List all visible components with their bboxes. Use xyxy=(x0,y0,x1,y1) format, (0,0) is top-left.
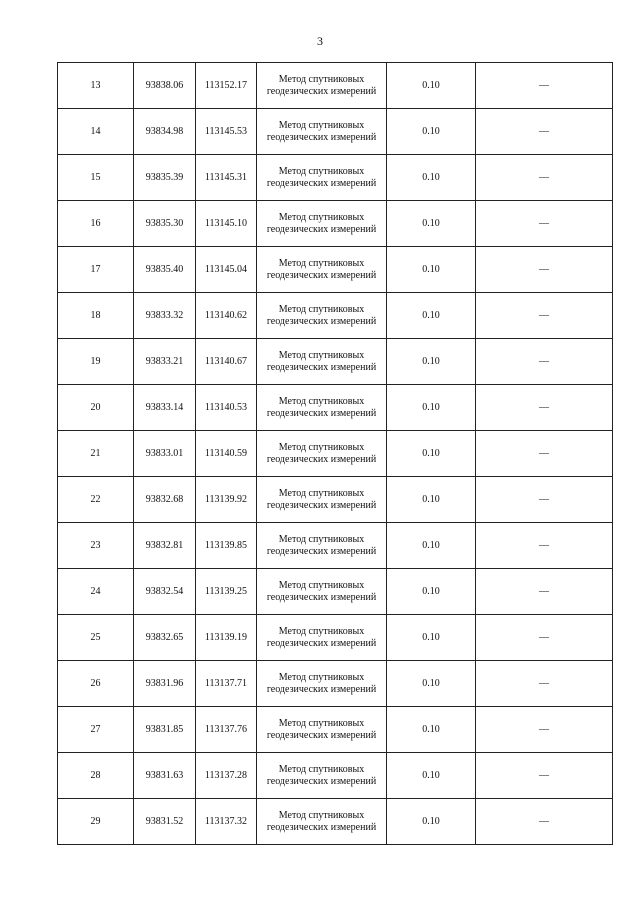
accuracy-cell: 0.10 xyxy=(387,385,476,431)
table-row xyxy=(58,477,613,523)
y-coordinate-cell: 113137.71 xyxy=(196,661,257,707)
point-number-cell: 24 xyxy=(58,569,134,615)
note-cell: — xyxy=(476,799,613,845)
note-cell: — xyxy=(476,615,613,661)
point-number-cell: 13 xyxy=(58,63,134,109)
table-row xyxy=(58,339,613,385)
method-line-2: геодезических измерений xyxy=(266,361,377,373)
y-coordinate-cell: 113140.59 xyxy=(196,431,257,477)
y-coordinate-cell: 113139.19 xyxy=(196,615,257,661)
table-row xyxy=(58,385,613,431)
table-row xyxy=(58,63,613,109)
method-cell xyxy=(257,661,387,707)
table-row xyxy=(58,569,613,615)
table-row xyxy=(58,523,613,569)
point-number-cell: 22 xyxy=(58,477,134,523)
accuracy-cell: 0.10 xyxy=(387,615,476,661)
accuracy-cell: 0.10 xyxy=(387,477,476,523)
note-cell: — xyxy=(476,569,613,615)
method-cell xyxy=(257,753,387,799)
method-cell xyxy=(257,431,387,477)
method-line-1: Метод спутниковых xyxy=(278,717,365,729)
point-number-cell: 28 xyxy=(58,753,134,799)
method-cell xyxy=(257,569,387,615)
method-cell xyxy=(257,201,387,247)
method-cell xyxy=(257,109,387,155)
accuracy-cell: 0.10 xyxy=(387,799,476,845)
point-number-cell: 15 xyxy=(58,155,134,201)
note-cell: — xyxy=(476,247,613,293)
method-line-1: Метод спутниковых xyxy=(278,763,365,775)
method-cell xyxy=(257,63,387,109)
table-row xyxy=(58,799,613,845)
method-line-1: Метод спутниковых xyxy=(278,809,365,821)
method-line-2: геодезических измерений xyxy=(266,729,377,741)
y-coordinate-cell: 113145.31 xyxy=(196,155,257,201)
point-number-cell: 21 xyxy=(58,431,134,477)
accuracy-cell: 0.10 xyxy=(387,247,476,293)
method-line-1: Метод спутниковых xyxy=(278,395,365,407)
method-line-1: Метод спутниковых xyxy=(278,119,365,131)
point-number-cell: 25 xyxy=(58,615,134,661)
y-coordinate-cell: 113145.04 xyxy=(196,247,257,293)
note-cell: — xyxy=(476,523,613,569)
table-row xyxy=(58,293,613,339)
accuracy-cell: 0.10 xyxy=(387,523,476,569)
accuracy-cell: 0.10 xyxy=(387,661,476,707)
table-row xyxy=(58,201,613,247)
note-cell: — xyxy=(476,661,613,707)
x-coordinate-cell: 93831.85 xyxy=(134,707,196,753)
table-row xyxy=(58,753,613,799)
method-line-2: геодезических измерений xyxy=(266,775,377,787)
page-number: 3 xyxy=(317,34,323,48)
y-coordinate-cell: 113145.10 xyxy=(196,201,257,247)
table-row xyxy=(58,431,613,477)
method-line-1: Метод спутниковых xyxy=(278,671,365,683)
x-coordinate-cell: 93831.96 xyxy=(134,661,196,707)
method-line-1: Метод спутниковых xyxy=(278,579,365,591)
method-cell xyxy=(257,385,387,431)
accuracy-cell: 0.10 xyxy=(387,753,476,799)
x-coordinate-cell: 93835.40 xyxy=(134,247,196,293)
x-coordinate-cell: 93833.32 xyxy=(134,293,196,339)
y-coordinate-cell: 113140.67 xyxy=(196,339,257,385)
method-cell xyxy=(257,339,387,385)
accuracy-cell: 0.10 xyxy=(387,155,476,201)
y-coordinate-cell: 113139.92 xyxy=(196,477,257,523)
point-number-cell: 18 xyxy=(58,293,134,339)
point-number-cell: 16 xyxy=(58,201,134,247)
x-coordinate-cell: 93832.54 xyxy=(134,569,196,615)
accuracy-cell: 0.10 xyxy=(387,431,476,477)
method-line-2: геодезических измерений xyxy=(266,637,377,649)
x-coordinate-cell: 93831.63 xyxy=(134,753,196,799)
x-coordinate-cell: 93832.81 xyxy=(134,523,196,569)
point-number-cell: 17 xyxy=(58,247,134,293)
accuracy-cell: 0.10 xyxy=(387,201,476,247)
point-number-cell: 29 xyxy=(58,799,134,845)
method-line-1: Метод спутниковых xyxy=(278,257,365,269)
note-cell: — xyxy=(476,63,613,109)
accuracy-cell: 0.10 xyxy=(387,293,476,339)
method-line-1: Метод спутниковых xyxy=(278,349,365,361)
method-line-2: геодезических измерений xyxy=(266,545,377,557)
point-number-cell: 19 xyxy=(58,339,134,385)
x-coordinate-cell: 93832.68 xyxy=(134,477,196,523)
y-coordinate-cell: 113140.62 xyxy=(196,293,257,339)
point-number-cell: 26 xyxy=(58,661,134,707)
table-body xyxy=(58,63,613,845)
coordinates-table xyxy=(57,62,613,845)
method-line-1: Метод спутниковых xyxy=(278,211,365,223)
note-cell: — xyxy=(476,339,613,385)
note-cell: — xyxy=(476,753,613,799)
point-number-cell: 23 xyxy=(58,523,134,569)
table-row xyxy=(58,615,613,661)
x-coordinate-cell: 93838.06 xyxy=(134,63,196,109)
y-coordinate-cell: 113139.25 xyxy=(196,569,257,615)
note-cell: — xyxy=(476,385,613,431)
x-coordinate-cell: 93834.98 xyxy=(134,109,196,155)
method-line-2: геодезических измерений xyxy=(266,453,377,465)
method-line-2: геодезических измерений xyxy=(266,223,377,235)
y-coordinate-cell: 113152.17 xyxy=(196,63,257,109)
y-coordinate-cell: 113137.76 xyxy=(196,707,257,753)
x-coordinate-cell: 93831.52 xyxy=(134,799,196,845)
x-coordinate-cell: 93835.30 xyxy=(134,201,196,247)
note-cell: — xyxy=(476,155,613,201)
method-line-2: геодезических измерений xyxy=(266,85,377,97)
method-cell xyxy=(257,615,387,661)
x-coordinate-cell: 93835.39 xyxy=(134,155,196,201)
method-line-2: геодезических измерений xyxy=(266,177,377,189)
point-number-cell: 14 xyxy=(58,109,134,155)
method-line-1: Метод спутниковых xyxy=(278,533,365,545)
method-cell xyxy=(257,155,387,201)
method-line-2: геодезических измерений xyxy=(266,315,377,327)
table-row xyxy=(58,247,613,293)
note-cell: — xyxy=(476,707,613,753)
table-row xyxy=(58,661,613,707)
y-coordinate-cell: 113139.85 xyxy=(196,523,257,569)
method-line-2: геодезических измерений xyxy=(266,591,377,603)
method-cell xyxy=(257,523,387,569)
method-cell xyxy=(257,799,387,845)
table-row xyxy=(58,109,613,155)
method-line-1: Метод спутниковых xyxy=(278,441,365,453)
y-coordinate-cell: 113137.28 xyxy=(196,753,257,799)
x-coordinate-cell: 93833.21 xyxy=(134,339,196,385)
method-line-1: Метод спутниковых xyxy=(278,165,365,177)
note-cell: — xyxy=(476,477,613,523)
y-coordinate-cell: 113145.53 xyxy=(196,109,257,155)
note-cell: — xyxy=(476,201,613,247)
note-cell: — xyxy=(476,431,613,477)
method-line-1: Метод спутниковых xyxy=(278,625,365,637)
method-line-1: Метод спутниковых xyxy=(278,487,365,499)
method-line-2: геодезических измерений xyxy=(266,499,377,511)
method-line-1: Метод спутниковых xyxy=(278,303,365,315)
x-coordinate-cell: 93833.14 xyxy=(134,385,196,431)
method-line-1: Метод спутниковых xyxy=(278,73,365,85)
accuracy-cell: 0.10 xyxy=(387,109,476,155)
table-row xyxy=(58,155,613,201)
method-line-2: геодезических измерений xyxy=(266,683,377,695)
accuracy-cell: 0.10 xyxy=(387,63,476,109)
accuracy-cell: 0.10 xyxy=(387,339,476,385)
method-cell xyxy=(257,247,387,293)
x-coordinate-cell: 93833.01 xyxy=(134,431,196,477)
table-row xyxy=(58,707,613,753)
note-cell: — xyxy=(476,293,613,339)
point-number-cell: 27 xyxy=(58,707,134,753)
method-cell xyxy=(257,477,387,523)
method-cell xyxy=(257,293,387,339)
accuracy-cell: 0.10 xyxy=(387,707,476,753)
method-line-2: геодезических измерений xyxy=(266,131,377,143)
note-cell: — xyxy=(476,109,613,155)
method-line-2: геодезических измерений xyxy=(266,269,377,281)
accuracy-cell: 0.10 xyxy=(387,569,476,615)
point-number-cell: 20 xyxy=(58,385,134,431)
method-cell xyxy=(257,707,387,753)
y-coordinate-cell: 113137.32 xyxy=(196,799,257,845)
method-line-2: геодезических измерений xyxy=(266,407,377,419)
y-coordinate-cell: 113140.53 xyxy=(196,385,257,431)
x-coordinate-cell: 93832.65 xyxy=(134,615,196,661)
method-line-2: геодезических измерений xyxy=(266,821,377,833)
